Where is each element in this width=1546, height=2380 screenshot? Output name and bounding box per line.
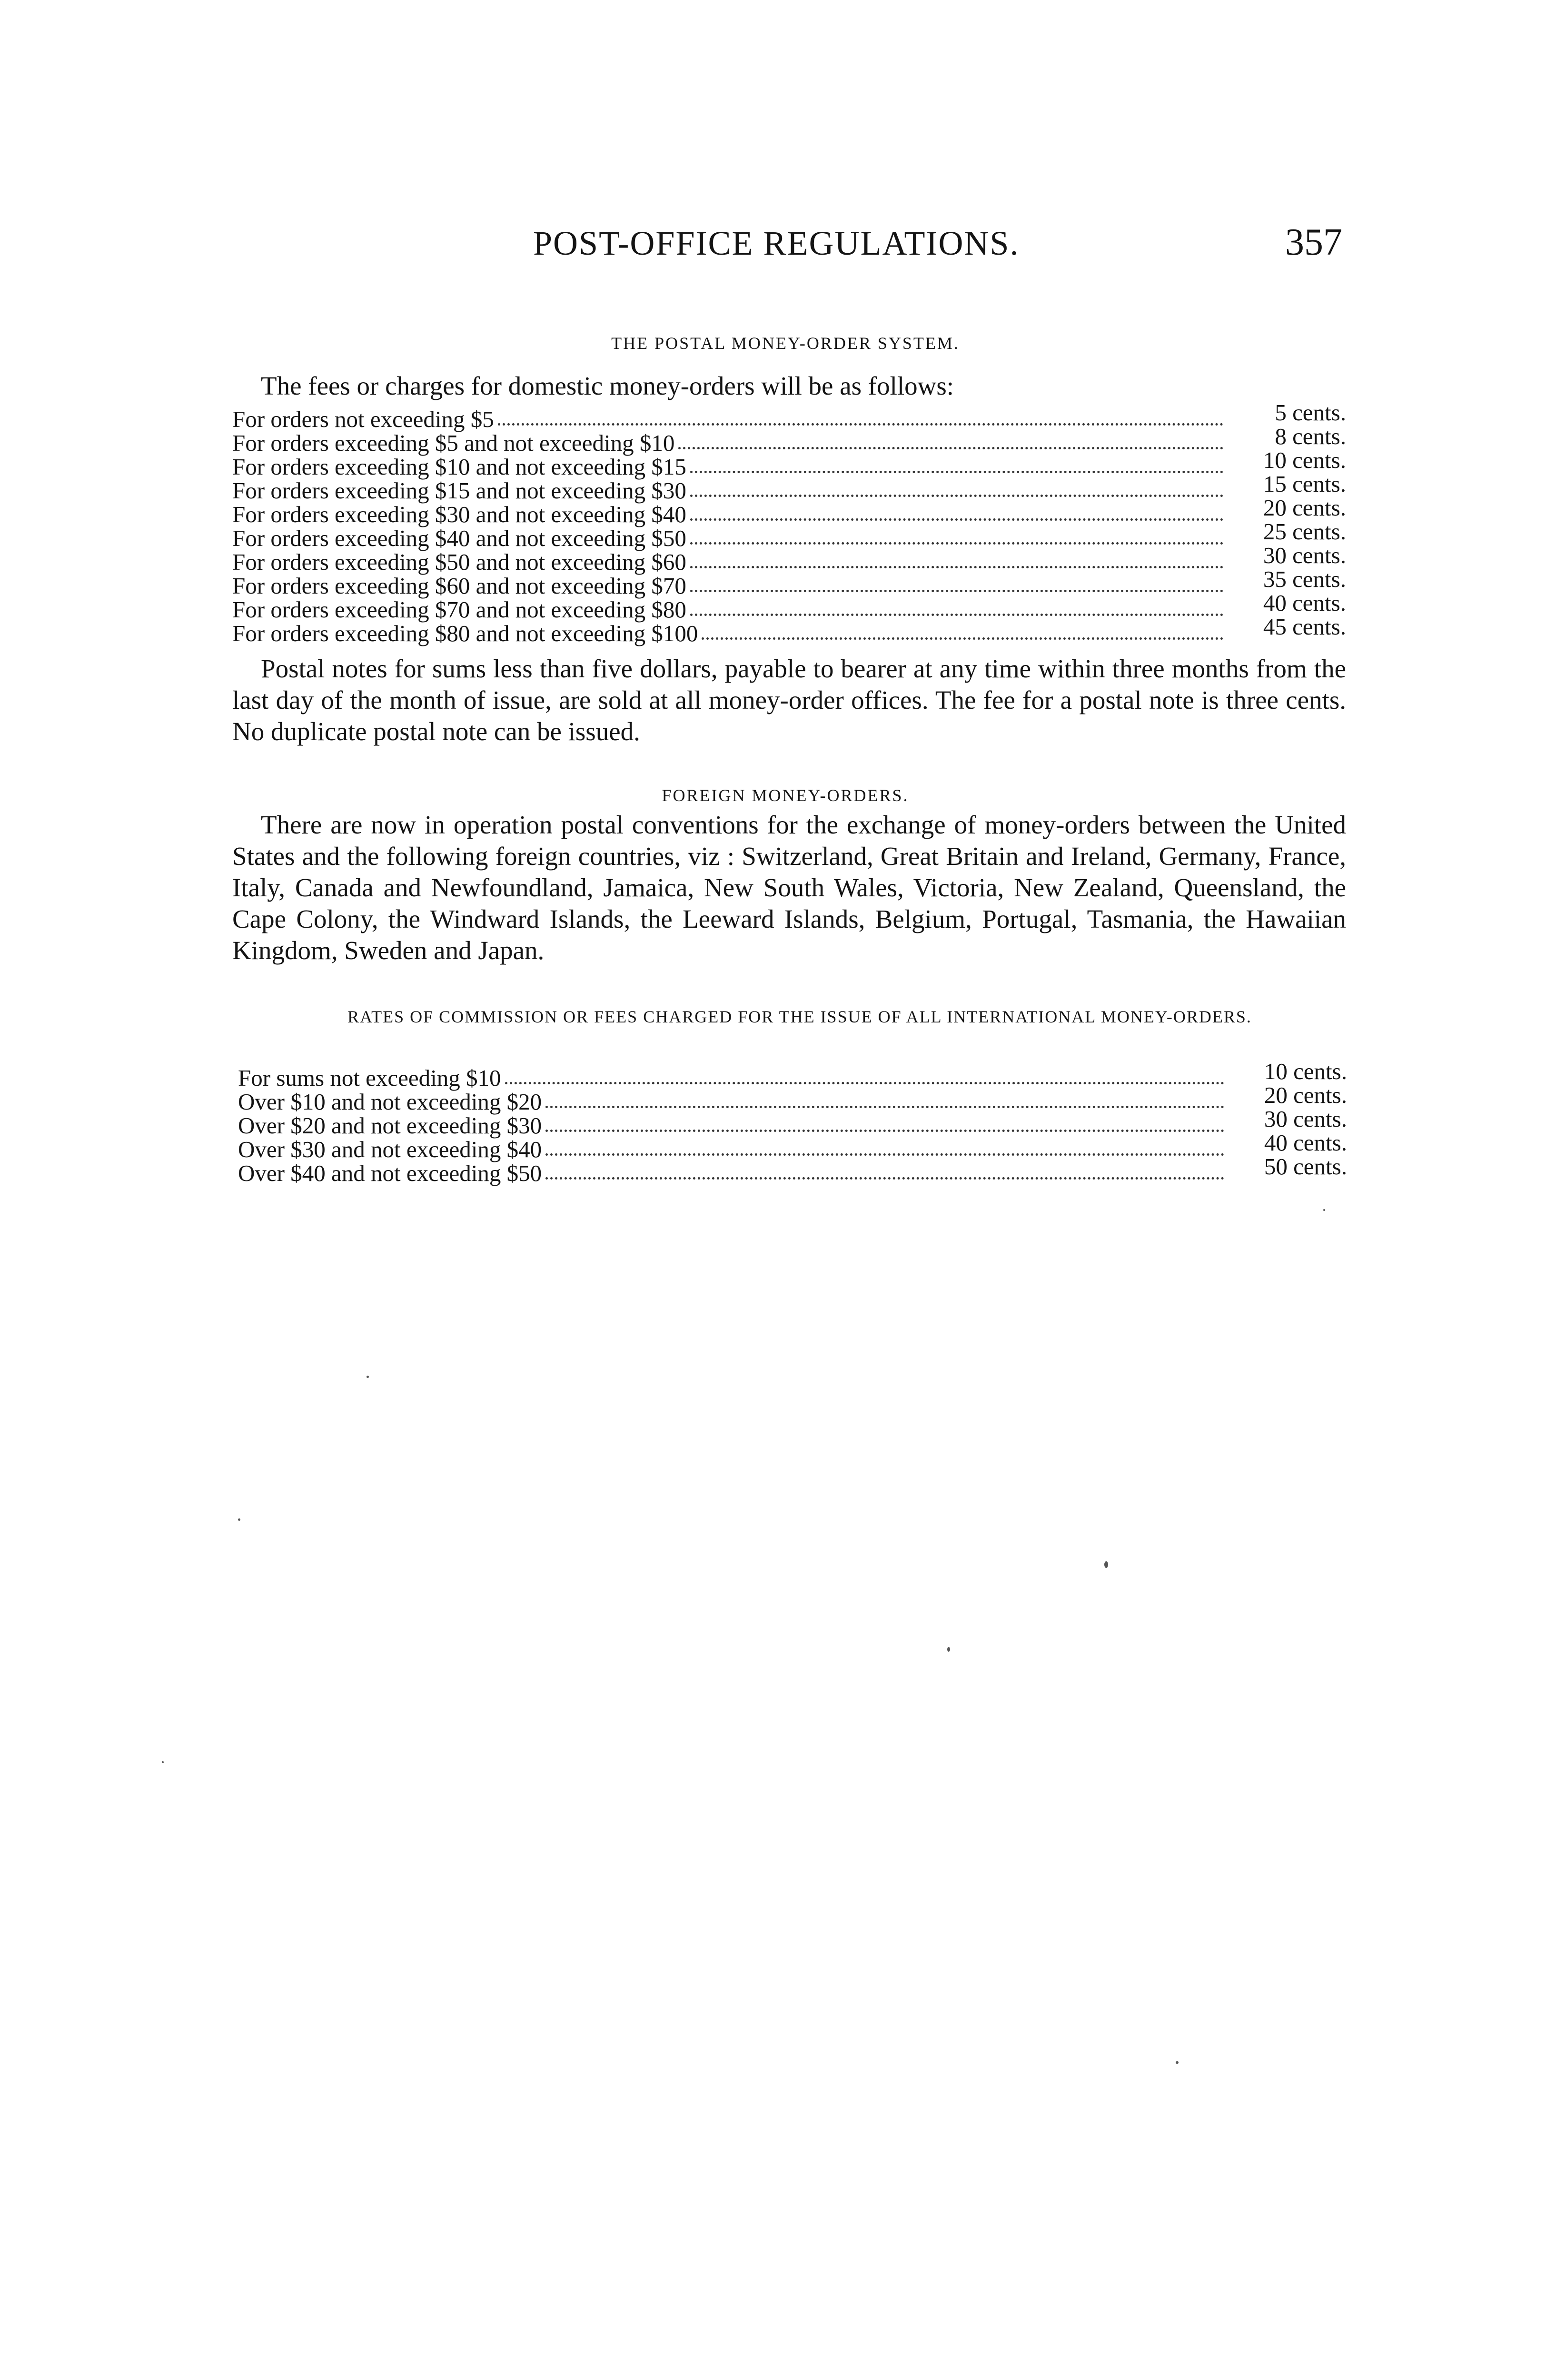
domestic-section-heading: THE POSTAL MONEY-ORDER SYSTEM. bbox=[611, 334, 960, 353]
fee-row-amount: 40 cents. bbox=[1263, 590, 1346, 616]
dot-leader bbox=[690, 542, 1223, 545]
postal-notes-paragraph: Postal notes for sums less than five dollars, payable to bearer at any time within three months from the last day of the month of issue, are sold at all money-order offices. The fee for a postal note is three cents. No duplicate postal note can be issued. bbox=[232, 654, 1346, 746]
fee-row-amount: 35 cents. bbox=[1263, 566, 1346, 592]
dot-leader bbox=[678, 447, 1223, 449]
fee-row-label: For orders exceeding $70 and not exceeding $80 bbox=[232, 596, 686, 623]
fee-row-amount: 20 cents. bbox=[1263, 495, 1346, 521]
fee-row bbox=[232, 447, 1346, 480]
fee-row-label: For orders exceeding $40 and not exceeding $50 bbox=[232, 525, 686, 551]
foreign-section-heading: FOREIGN MONEY-ORDERS. bbox=[662, 786, 909, 805]
foreign-countries-paragraph: There are now in operation postal conventions for the exchange of money-orders between the United States and the following foreign countries, viz : Switzerland, Great Britain and Ireland, Germany, France, Italy, Canada and Newfoundland, Jamaica, New South Wales, Victoria, New Zealand, Queensland, the Cape Colony, the Windward Islands, the Leeward Islands, Belgium, Portugal, Tasmania, the Hawaiian Kingdom, Sweden and Japan. bbox=[232, 810, 1346, 965]
fee-row-amount: 40 cents. bbox=[1264, 1130, 1347, 1156]
fee-row bbox=[232, 614, 1346, 646]
dot-leader bbox=[690, 471, 1223, 473]
dot-leader bbox=[690, 566, 1223, 568]
dot-leader bbox=[545, 1177, 1224, 1180]
dot-leader bbox=[690, 590, 1223, 592]
dot-leader bbox=[545, 1106, 1224, 1108]
dot-leader bbox=[690, 518, 1223, 521]
fee-row bbox=[232, 423, 1346, 456]
fee-row-amount: 20 cents. bbox=[1264, 1082, 1347, 1108]
page-number: 357 bbox=[1285, 221, 1342, 263]
fee-row-label: For sums not exceeding $10 bbox=[238, 1065, 501, 1091]
fee-row-label: For orders exceeding $15 and not exceeding $30 bbox=[232, 477, 686, 504]
fee-row bbox=[238, 1130, 1347, 1162]
fee-row-amount: 10 cents. bbox=[1264, 1058, 1347, 1084]
scan-speck bbox=[1176, 2061, 1179, 2064]
fee-row-amount: 5 cents. bbox=[1275, 399, 1346, 426]
fee-row-label: For orders exceeding $80 and not exceeding $100 bbox=[232, 620, 698, 646]
dot-leader bbox=[690, 614, 1223, 616]
fee-row bbox=[238, 1153, 1347, 1186]
fee-row-label: For orders exceeding $60 and not exceeding $70 bbox=[232, 573, 686, 599]
dot-leader bbox=[545, 1130, 1224, 1132]
fee-row bbox=[232, 518, 1346, 551]
fee-row bbox=[232, 542, 1346, 575]
dot-leader bbox=[690, 495, 1223, 497]
running-title: POST-OFFICE REGULATIONS. bbox=[533, 224, 1020, 262]
fee-row-label: For orders exceeding $30 and not exceeding $40 bbox=[232, 501, 686, 527]
dot-leader bbox=[498, 423, 1223, 426]
fee-row-amount: 10 cents. bbox=[1263, 447, 1346, 473]
fee-row bbox=[232, 399, 1346, 432]
fee-row bbox=[238, 1082, 1347, 1115]
fee-row-label: Over $10 and not exceeding $20 bbox=[238, 1089, 542, 1115]
dot-leader bbox=[702, 637, 1223, 640]
fee-row-label: For orders exceeding $50 and not exceeding $60 bbox=[232, 549, 686, 575]
fee-row-amount: 25 cents. bbox=[1263, 518, 1346, 545]
fee-row-amount: 30 cents. bbox=[1263, 542, 1346, 568]
fee-row-label: For orders exceeding $5 and not exceeding $10 bbox=[232, 430, 675, 456]
fee-row-label: For orders not exceeding $5 bbox=[232, 406, 494, 432]
fee-row bbox=[238, 1058, 1347, 1091]
fee-row bbox=[232, 495, 1346, 527]
dot-leader bbox=[505, 1082, 1224, 1084]
fee-row bbox=[232, 566, 1346, 599]
fee-row-amount: 8 cents. bbox=[1275, 423, 1346, 449]
scan-speck bbox=[162, 1761, 164, 1763]
fee-row-label: Over $40 and not exceeding $50 bbox=[238, 1160, 542, 1186]
domestic-intro: The fees or charges for domestic money-orders will be as follows: bbox=[261, 371, 954, 400]
fee-row bbox=[232, 590, 1346, 623]
running-head bbox=[228, 221, 1342, 267]
fee-row-label: Over $30 and not exceeding $40 bbox=[238, 1136, 542, 1162]
fee-row-label: Over $20 and not exceeding $30 bbox=[238, 1112, 542, 1139]
international-section-heading: RATES OF COMMISSION OR FEES CHARGED FOR THE ISSUE OF ALL INTERNATIONAL MONEY-ORDERS. bbox=[347, 1007, 1252, 1026]
domestic-fee-table bbox=[232, 399, 1346, 646]
international-fee-table bbox=[238, 1058, 1347, 1186]
fee-row-amount: 15 cents. bbox=[1263, 471, 1346, 497]
fee-row bbox=[232, 471, 1346, 504]
scan-speck bbox=[1104, 1561, 1108, 1568]
fee-row-label: For orders exceeding $10 and not exceeding $15 bbox=[232, 454, 686, 480]
fee-row bbox=[238, 1106, 1347, 1139]
scan-speck bbox=[947, 1647, 950, 1652]
scan-speck bbox=[1323, 1209, 1325, 1211]
fee-row-amount: 30 cents. bbox=[1264, 1106, 1347, 1132]
scan-speck bbox=[238, 1518, 240, 1521]
fee-row-amount: 45 cents. bbox=[1263, 614, 1346, 640]
scan-speck bbox=[367, 1376, 369, 1378]
dot-leader bbox=[545, 1153, 1224, 1156]
fee-row-amount: 50 cents. bbox=[1264, 1153, 1347, 1180]
